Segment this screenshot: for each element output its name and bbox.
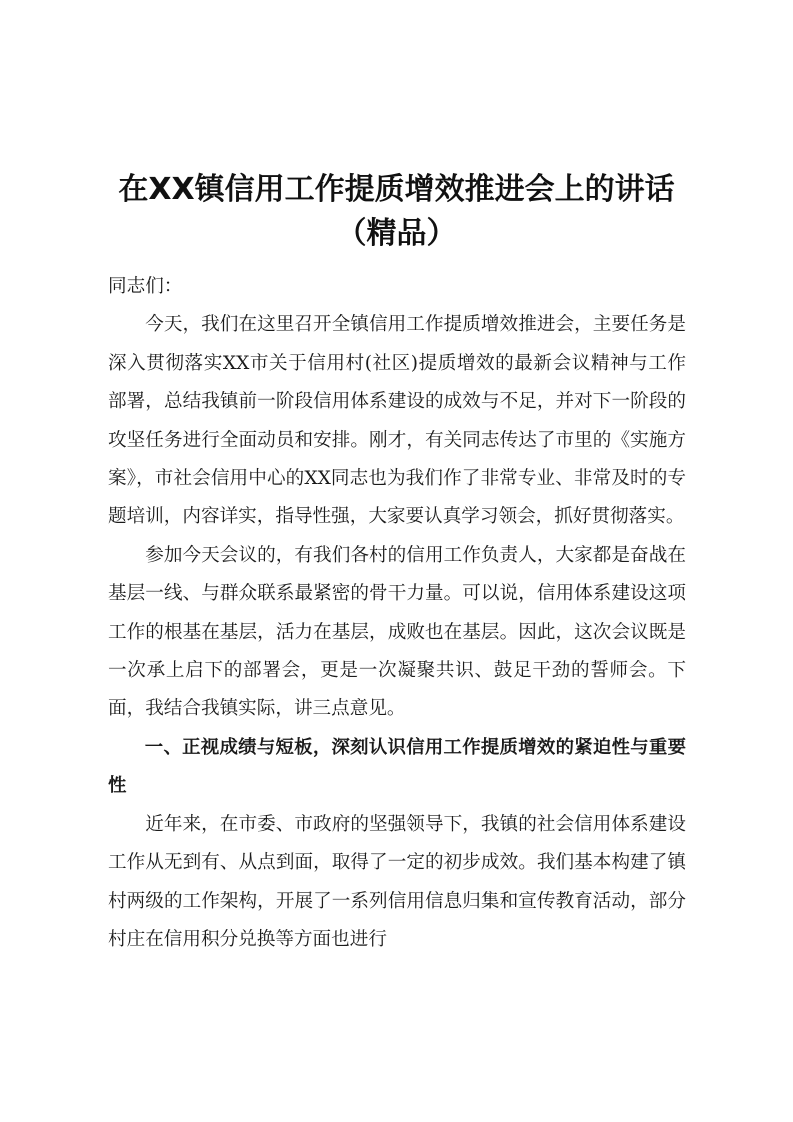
section-heading: 一、正视成绩与短板，深刻认识信用工作提质增效的紧迫性与重要性 [108,736,686,797]
salutation: 同志们： [108,276,183,297]
paragraph-section-one: 近年来，在市委、市政府的坚强领导下，我镇的社会信用体系建设工作从无到有、从点到面，取得了一定的初步成效。我们基本构建了镇村两级的工作架构，开展了一系列信用信息归集和宣传教育活动，部分村庄在信用积分兑换等方面也进行 [108,813,686,950]
document-title: 在XX镇信用工作提质增效推进会上的讲话（精品） [118,172,675,252]
paragraph-opening: 今天，我们在这里召开全镇信用工作提质增效推进会，主要任务是深入贯彻落实XX市关于信用村(社区)提质增效的最新会议精神与工作部署，总结我镇前一阶段信用体系建设的成效与不足，并对下一阶段的攻坚任务进行全面动员和安排。刚才，有关同志传达了市里的《实施方案》，市社会信用中心的XX同志也为我们作了非常专业、非常及时的专题培训，内容详实，指导性强，大家要认真学习领会，抓好贯彻落实。 [108,314,686,528]
paragraph-attendees: 参加今天会议的，有我们各村的信用工作负责人，大家都是奋战在基层一线、与群众联系最紧密的骨干力量。可以说，信用体系建设这项工作的根基在基层，活力在基层，成败也在基层。因此，这次会议既是一次承上启下的部署会，更是一次凝聚共识、鼓足干劲的誓师会。下面，我结合我镇实际，讲三点意见。 [108,544,686,720]
document-body [108,268,686,959]
